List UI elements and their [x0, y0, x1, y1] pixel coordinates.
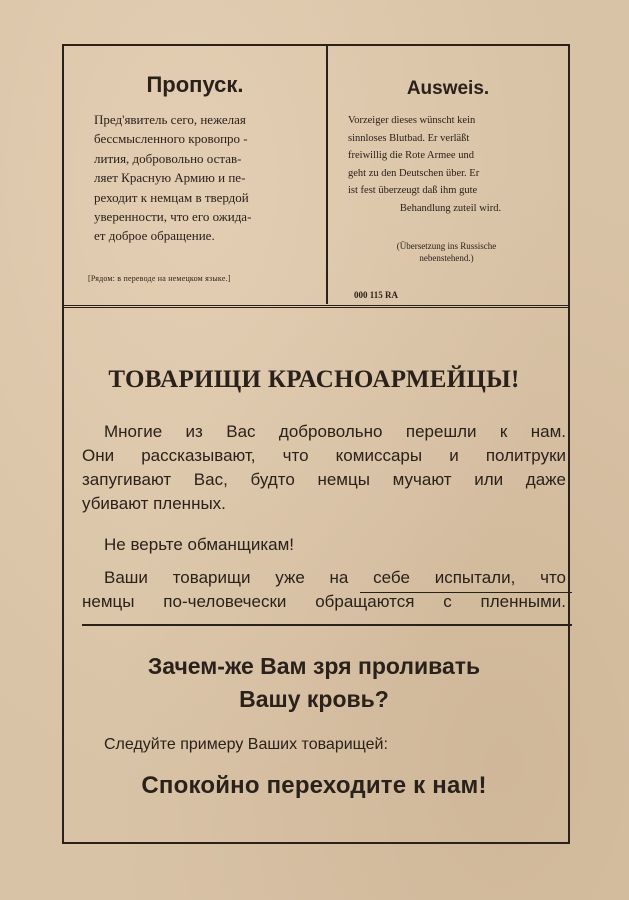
pass-text-line: лития, добровольно остав-	[94, 150, 242, 166]
paragraph-prisoners	[82, 420, 566, 516]
pass-note-line: (Übersetzung ins Russische	[396, 241, 497, 251]
pass-text-line: бессмысленного кровопро -	[94, 131, 248, 147]
paragraph-line: немцы по-человечески обращаются с пленными.	[82, 592, 566, 611]
question-line: Зачем-же Вам зря проливать	[147, 653, 481, 679]
pass-text-line: ляет Красную Армию и пе-	[94, 170, 246, 186]
pass-note-russian: [Рядом: в переводе на немецком языке.]	[88, 274, 231, 283]
main-text-area	[62, 0, 566, 900]
pass-text-line: уверенности, что его ожида-	[94, 209, 252, 225]
pass-text-line: Vorzeiger dieses wünscht kein	[348, 115, 476, 126]
final-call: Спокойно переходите к нам!	[141, 772, 487, 799]
headline: ТОВАРИЩИ КРАСНОАРМЕЙЦЫ!	[108, 366, 520, 393]
follow-example-text: Следуйте примеру Ваших товарищей:	[104, 736, 388, 753]
pass-note-line: nebenstehend.)	[419, 253, 474, 263]
question-heading	[62, 650, 566, 716]
paragraph-comrades	[82, 566, 566, 614]
pass-text-line: sinnloses Blutbad. Er verläßt	[348, 132, 470, 144]
question-line: Вашу кровь?	[239, 686, 389, 712]
paragraph-line: запугивают Вас, будто немцы мучают или даже	[82, 470, 566, 489]
paragraph-line: Ваши товарищи уже на себе испытали, что	[104, 568, 566, 587]
pass-title-german: Ausweis.	[406, 78, 490, 99]
pass-text-line: freiwillig die Rote Armee und	[348, 150, 474, 162]
paragraph-line: Они рассказывают, что комиссары и политруки	[82, 446, 566, 465]
pass-code: 000 115 RA	[354, 290, 399, 300]
pass-text-line: ist fest überzeugt daß ihm gute	[348, 185, 478, 197]
pass-text-line: geht zu den Deutschen über. Er	[348, 167, 480, 179]
pass-title-russian: Пропуск.	[146, 72, 244, 97]
underline	[82, 624, 572, 626]
pass-text-line: реходит к немцам в твердой	[94, 189, 249, 205]
pass-text-line: Пред'явитель сего, нежелая	[94, 112, 246, 127]
paragraph-warning: Не верьте обманщикам!	[104, 535, 295, 554]
paragraph-line: Многие из Вас добровольно перешли к нам.	[104, 422, 566, 441]
pass-text-line: Behandlung zuteil wird.	[399, 202, 502, 214]
paragraph-line: убивают пленных.	[82, 494, 226, 513]
pass-text-line: ет доброе обращение.	[94, 228, 215, 244]
underline	[360, 592, 572, 593]
